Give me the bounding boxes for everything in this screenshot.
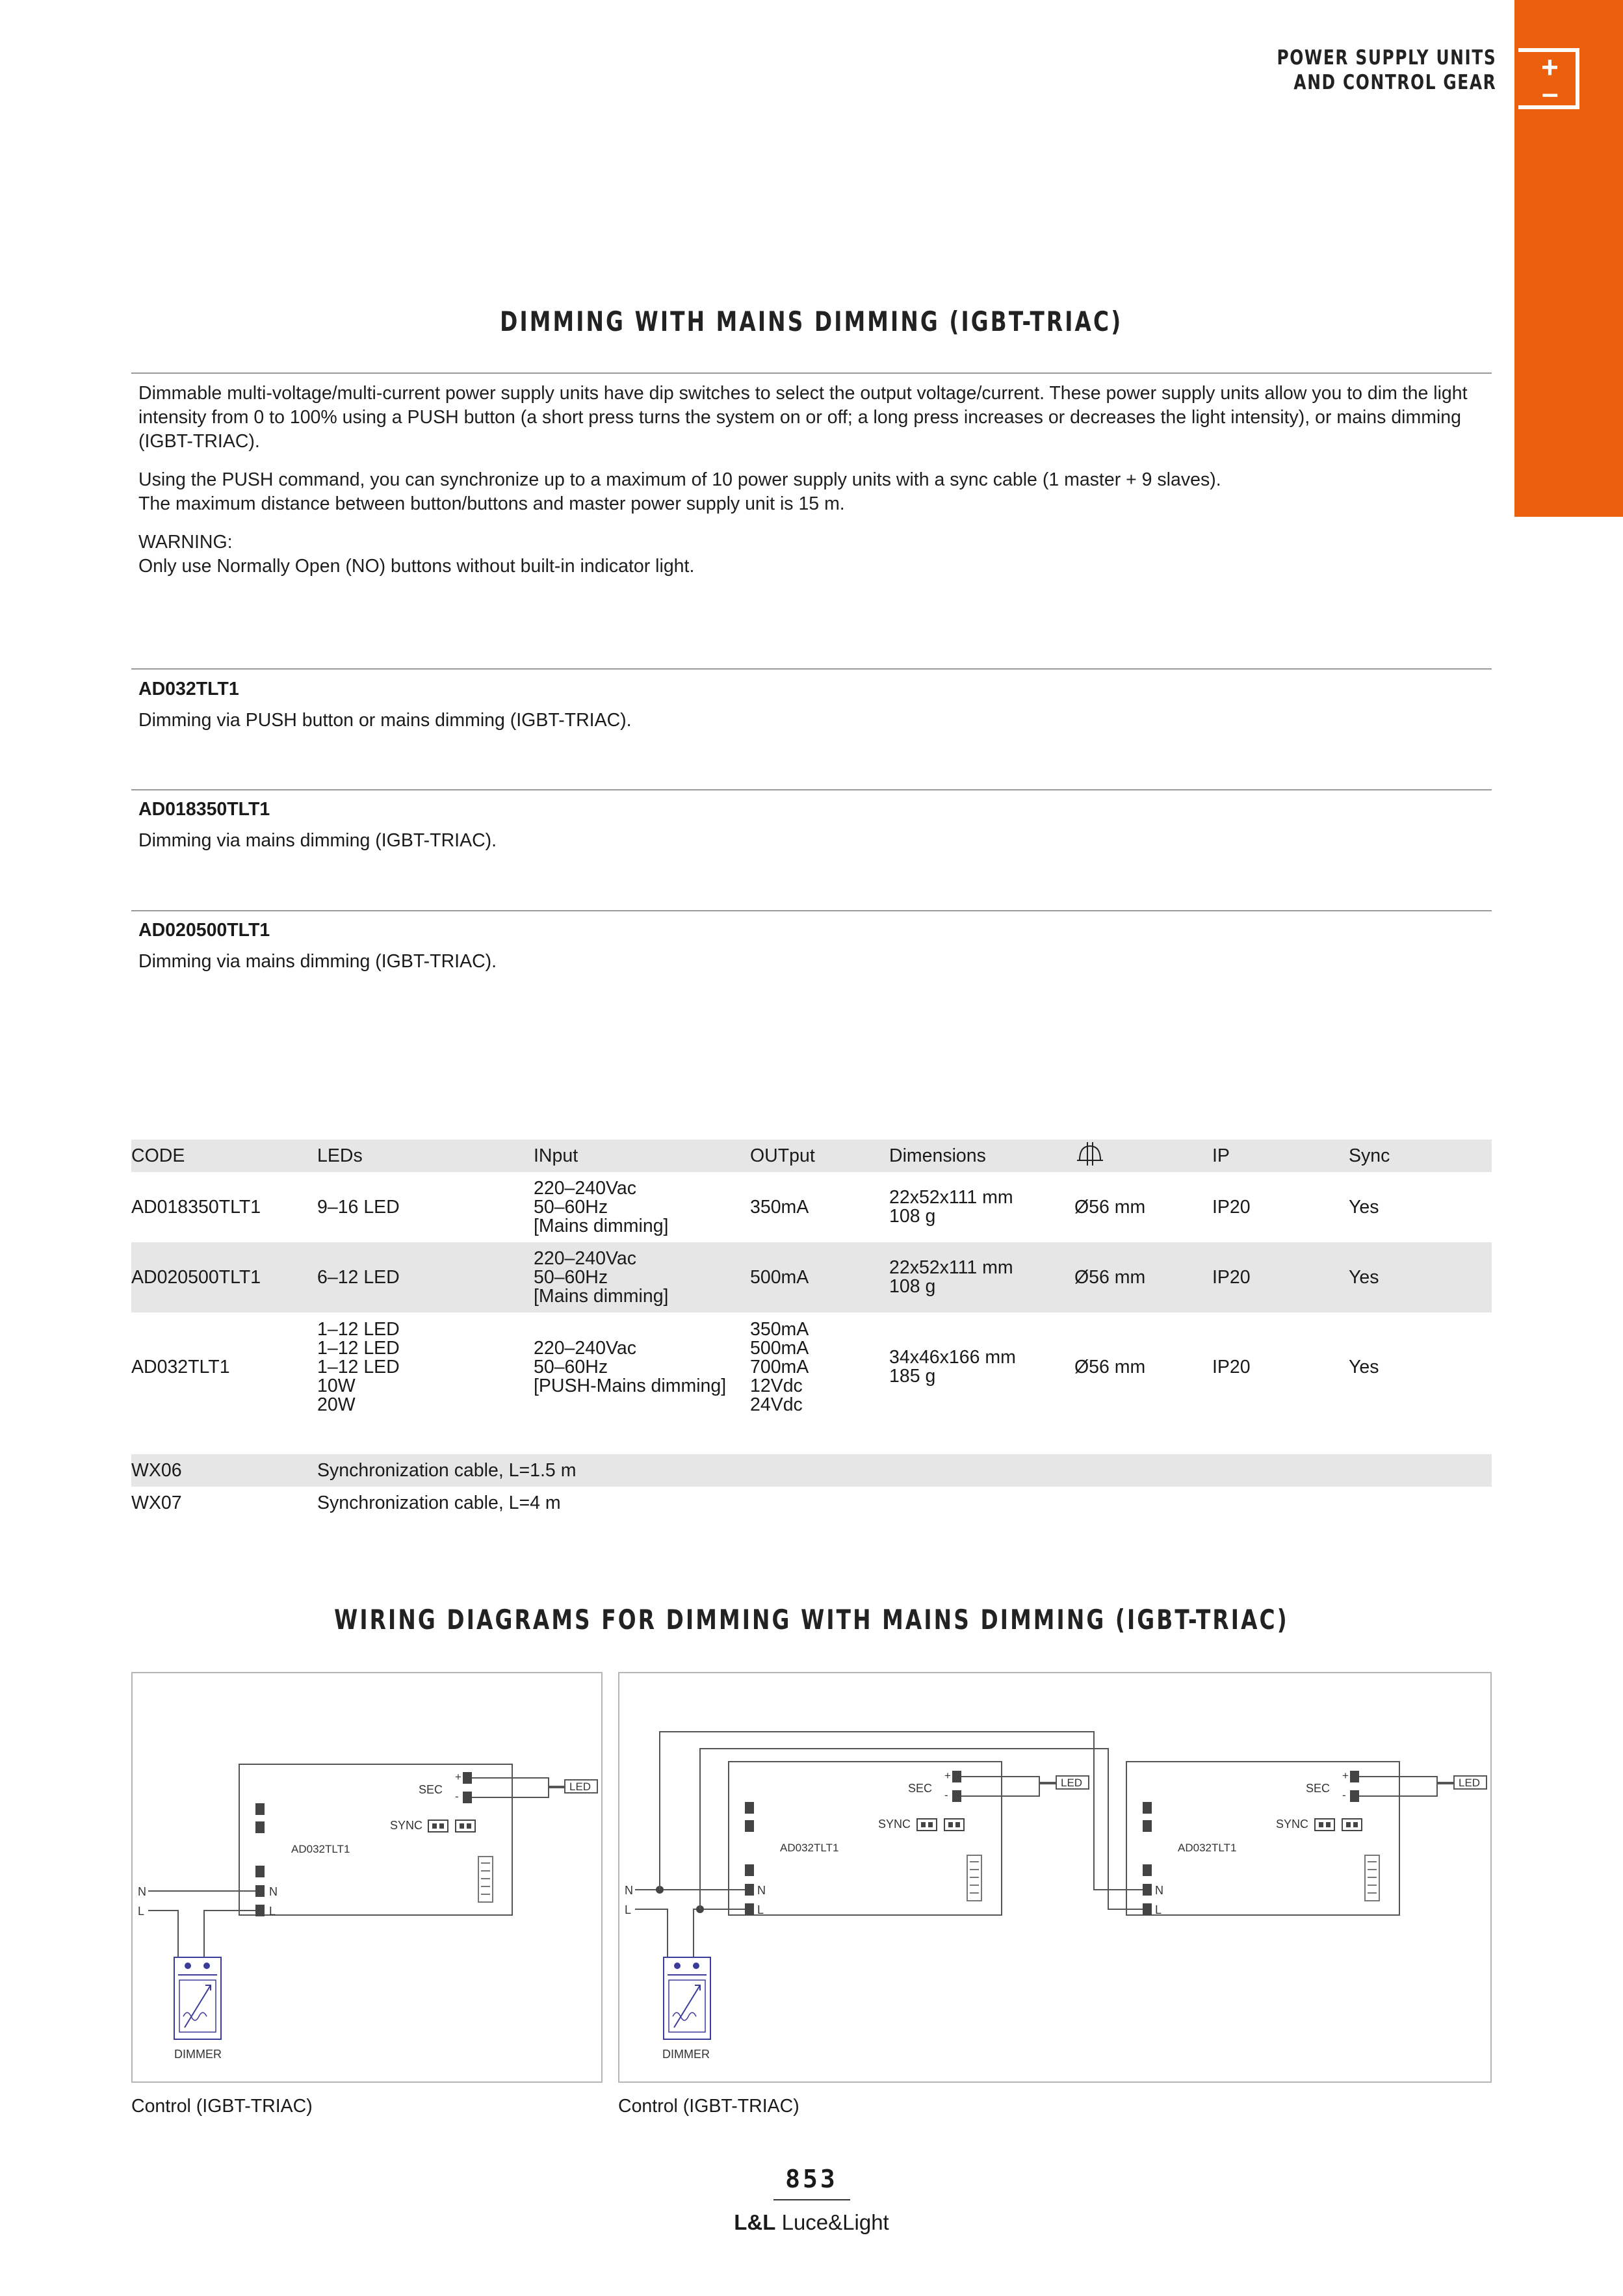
svg-text:L: L <box>757 1903 764 1916</box>
page-title: DIMMING WITH MAINS DIMMING (IGBT-TRIAC) <box>500 306 1123 337</box>
table-row: AD032TLT1 1–12 LED 1–12 LED 1–12 LED 10W 20W 220–240Vac 50–60Hz [PUSH-Mains dimming] 350mA 500mA 700mA 12Vdc 24Vdc 34x46x166 mm 185 g Ø56 mm IP20 Yes <box>131 1318 1379 1415</box>
product-code: AD032TLT1 <box>138 679 239 699</box>
svg-text:LED: LED <box>1061 1777 1083 1789</box>
intro-paragraph: Using the PUSH command, you can synchronize up to a maximum of 10 power supply units with a sync cable (1 master + 9 slaves). The maximum distance between button/buttons and master power supply unit is 15 m. <box>138 469 1221 514</box>
cutout-diameter-icon <box>1074 1141 1106 1167</box>
col-header-leds: LEDs <box>317 1140 534 1172</box>
svg-text:N: N <box>138 1885 146 1898</box>
product-description: Dimming via mains dimming (IGBT-TRIAC). <box>138 951 497 972</box>
svg-text:N: N <box>757 1884 766 1897</box>
divider <box>773 2199 850 2200</box>
wiring-diagram-synchronized <box>618 1672 1492 2083</box>
svg-text:SYNC: SYNC <box>878 1818 911 1831</box>
svg-text:+: + <box>944 1769 951 1782</box>
table-row: WX07 Synchronization cable, L=4 m <box>131 1492 561 1513</box>
table-row: AD018350TLT1 9–16 LED 220–240Vac 50–60Hz [Mains dimming] 350mA 22x52x111 mm 108 g Ø56 mm IP20 Yes <box>131 1177 1379 1236</box>
table-row: WX06 Synchronization cable, L=1.5 m <box>131 1454 1492 1487</box>
product-description: Dimming via PUSH button or mains dimming (IGBT-TRIAC). <box>138 710 632 731</box>
svg-text:L: L <box>138 1905 145 1918</box>
svg-text:LED: LED <box>1459 1777 1481 1789</box>
col-header-code: CODE <box>131 1140 317 1172</box>
svg-text:+: + <box>455 1771 461 1783</box>
wiring-title: WIRING DIAGRAMS FOR DIMMING WITH MAINS DIMMING (IGBT-TRIAC) <box>334 1604 1289 1636</box>
svg-text:SEC: SEC <box>419 1783 443 1796</box>
intro-text <box>138 382 1490 593</box>
svg-text:L: L <box>269 1905 276 1918</box>
svg-text:-: - <box>1342 1789 1346 1801</box>
warning-paragraph: WARNING: Only use Normally Open (NO) buttons without built-in indicator light. <box>138 532 695 577</box>
wiring-diagram-single <box>131 1672 603 2083</box>
svg-text:SEC: SEC <box>908 1782 933 1795</box>
intro-paragraph: Dimmable multi-voltage/multi-current power supply units have dip switches to select the output voltage/current. These power supply units allow you to dim the light intensity from 0 to 100% using a PUSH button (a short press turns the system on or off; a long press increases or decreases the light intensity), or mains dimming (IGBT-TRIAC). <box>138 383 1468 452</box>
svg-text:N: N <box>1155 1884 1163 1897</box>
svg-text:SEC: SEC <box>1306 1782 1331 1795</box>
spec-table <box>131 1140 1492 1422</box>
divider <box>131 372 1492 374</box>
wiring-schematic <box>133 1673 601 2081</box>
col-header-cutout <box>1074 1140 1212 1172</box>
col-header-input: INput <box>534 1140 750 1172</box>
svg-text:SYNC: SYNC <box>390 1819 423 1832</box>
section-title: POWER SUPPLY UNITS AND CONTROL GEAR <box>1277 46 1496 94</box>
product-code: AD018350TLT1 <box>138 799 270 820</box>
divider <box>131 668 1492 670</box>
svg-text:LED: LED <box>569 1781 591 1793</box>
col-header-ip: IP <box>1212 1140 1349 1172</box>
svg-text:AD032TLT1: AD032TLT1 <box>780 1842 839 1854</box>
svg-text:DIMMER: DIMMER <box>174 2048 222 2061</box>
diagram-caption: Control (IGBT-TRIAC) <box>618 2096 799 2117</box>
divider <box>131 789 1492 790</box>
svg-text:AD032TLT1: AD032TLT1 <box>291 1843 350 1855</box>
col-header-dimensions: Dimensions <box>889 1140 1074 1172</box>
svg-text:N: N <box>269 1885 278 1898</box>
brand-logo: L&L Luce&Light <box>734 2210 889 2234</box>
product-code: AD020500TLT1 <box>138 920 270 941</box>
col-header-sync: Sync <box>1349 1140 1492 1172</box>
svg-text:-: - <box>455 1790 459 1803</box>
table-row: AD020500TLT1 6–12 LED 220–240Vac 50–60Hz [Mains dimming] 500mA 22x52x111 mm 108 g Ø56 mm IP20 Yes <box>131 1242 1492 1312</box>
divider <box>131 910 1492 911</box>
plus-minus-icon: + – <box>1518 48 1579 109</box>
svg-text:+: + <box>1342 1769 1349 1782</box>
svg-text:L: L <box>625 1903 632 1916</box>
svg-text:AD032TLT1: AD032TLT1 <box>1178 1842 1237 1854</box>
page-number: 853 <box>785 2165 838 2193</box>
svg-text:N: N <box>625 1884 633 1897</box>
wiring-schematic <box>619 1673 1490 2081</box>
svg-text:-: - <box>944 1789 948 1801</box>
product-description: Dimming via mains dimming (IGBT-TRIAC). <box>138 830 497 851</box>
svg-text:DIMMER: DIMMER <box>662 2048 710 2061</box>
col-header-output: OUTput <box>750 1140 889 1172</box>
diagram-caption: Control (IGBT-TRIAC) <box>131 2096 313 2117</box>
accessories-table <box>131 1454 1492 1519</box>
table-header-row <box>131 1140 1492 1172</box>
svg-text:SYNC: SYNC <box>1276 1818 1309 1831</box>
svg-text:L: L <box>1155 1903 1162 1916</box>
